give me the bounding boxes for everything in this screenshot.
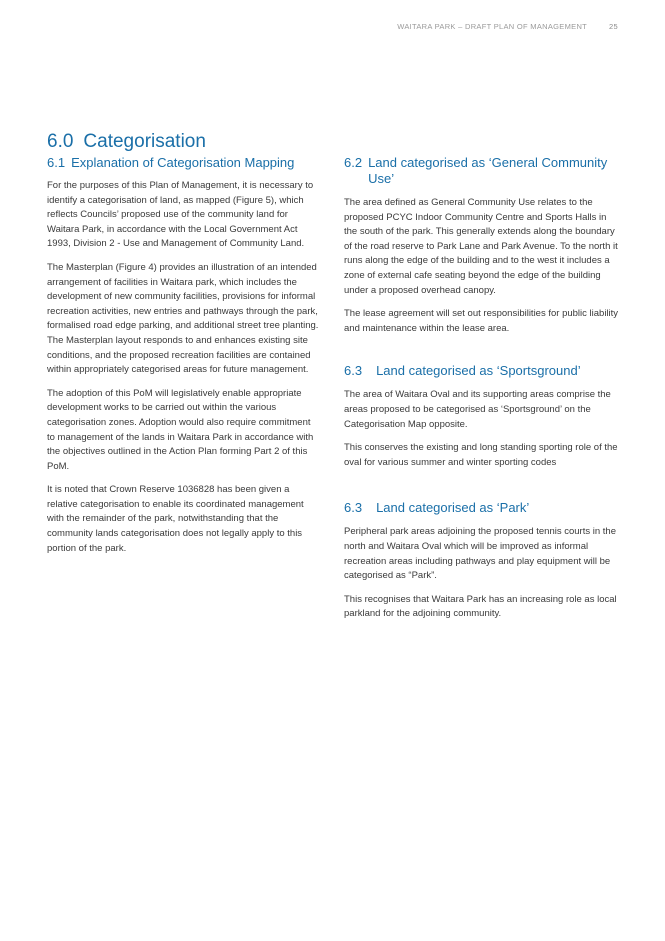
- section-number: 6.0: [47, 131, 74, 152]
- subsection-number: 6.3: [344, 363, 363, 379]
- subsection-title: Land categorised as ‘Sportsground’: [376, 363, 581, 379]
- running-title: WAITARA PARK – DRAFT PLAN OF MANAGEMENT: [397, 22, 588, 31]
- paragraph: The Masterplan (Figure 4) provides an illustration of an intended arrangement of facilities in Waitara park, which includes the development of new community facilities, provisions for informal recreation activities, new entries and pathways through the park, formalised road edge parking, and additional street tree planting. The Masterplan layout responds to and enhances existing site conditions, and the proposed recreation facilities are contained within appropriately categorised areas for future management.: [47, 261, 319, 376]
- section-title: [47, 131, 206, 153]
- paragraph: This recognises that Waitara Park has an increasing role as local parkland for the adjoining community.: [344, 593, 617, 620]
- subsection-number: 6.1: [47, 155, 66, 170]
- right-column: [344, 155, 620, 631]
- subsection-heading-6-3-park: [344, 500, 620, 516]
- paragraph: The lease agreement will set out responsibilities for public liability and maintenance within the lease area.: [344, 308, 619, 334]
- subsection-number: 6.2: [344, 155, 363, 170]
- subsection-title: Land categorised as ‘General Community Use’: [368, 155, 608, 186]
- subsection-heading-6-2: [344, 155, 620, 187]
- page-number: 25: [609, 22, 618, 31]
- paragraph: The area defined as General Community Use relates to the proposed PCYC Indoor Community Centre and Sports Halls in the south of the park. This generally extends along the boundary of the road reserve to Park Lane and Park Avenue. To the north it runs along the edge of the building and to the west it includes a zone of external cafe seating beyond the edge of the building under a proposed overhead canopy.: [344, 197, 618, 296]
- subsection-title: Land categorised as ‘Park’: [376, 500, 530, 516]
- paragraph: This conserves the existing and long standing sporting role of the oval for various summer and winter sporting codes: [344, 442, 618, 468]
- paragraph: The adoption of this PoM will legislatively enable appropriate development works to be carried out within the various categorisation zones. Adoption would also require commitment to management of the lands in Waitara Park in accordance with the objectives outlined in the Action Plan forming Part 2 of this PoM.: [47, 387, 314, 472]
- subsection-number: 6.3: [344, 500, 363, 516]
- running-header: [330, 22, 618, 31]
- left-column: [47, 155, 321, 565]
- section-title-text: Categorisation: [83, 131, 206, 152]
- subsection-title: Explanation of Categorisation Mapping: [71, 155, 295, 170]
- paragraph: Peripheral park areas adjoining the proposed tennis courts in the north and Waitara Oval which will be improved as informal recreation areas including pathways and play equipment will be categorised as “Park”.: [344, 526, 616, 582]
- subsection-heading-6-3-sportsground: [344, 363, 620, 379]
- paragraph: For the purposes of this Plan of Management, it is necessary to identify a categorisation of land, as mapped (Figure 5), which reflects Councils’ proposed use of the community land for Waitara Park, in accordance with the Local Government Act 1993, Division 2 - Use and Management of Community Land.: [47, 180, 314, 250]
- paragraph: The area of Waitara Oval and its supporting areas comprise the areas proposed to be categorised as ‘Sportsground’ on the Categorisation Map opposite.: [344, 389, 611, 430]
- subsection-heading-6-1: [47, 155, 321, 171]
- paragraph: It is noted that Crown Reserve 1036828 has been given a relative categorisation to enable its coordinated management with the remainder of the park, notwithstanding that the community lands categorisation does not legally apply to this portion of the park.: [47, 484, 304, 554]
